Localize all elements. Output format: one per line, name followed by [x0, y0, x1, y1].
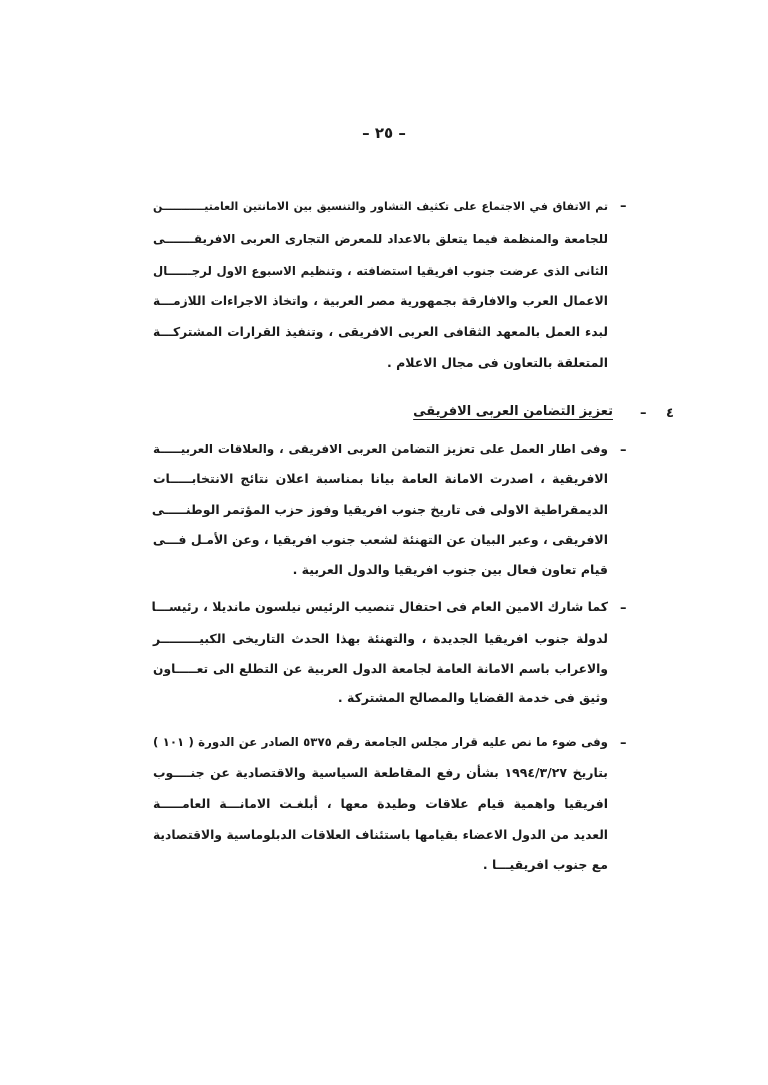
paragraph-3-line-1: كما شارك الامين العام فى احتفال تنصيب الرئيس نيلسون مانديلا ، رئيســـا [151, 599, 608, 614]
section-4-title: تعزيز التضامن العربى الافريقى [413, 404, 613, 419]
paragraph-4-line-1: وفى ضوء ما نص عليه قرار مجلس الجامعة رقم ٥٣٧٥ الصادر عن الدورة ( ١٠١ ) [153, 735, 608, 749]
paragraph-3-bullet: – [620, 601, 627, 616]
paragraph-2-line-3: الديمقراطية الاولى فى تاريخ جنوب افريقيا وفوز حزب المؤتمر الوطنـــــى [151, 502, 608, 517]
paragraph-2-line-4: الافريقى ، وعبر البيان عن التهنئة لشعب جنوب افريقيا ، وعن الأمـل فـــى [152, 532, 608, 547]
section-4-dash: – [640, 406, 647, 421]
paragraph-2-line-5: قيام تعاون فعال بين جنوب افريقيا والدول العربية . [292, 562, 608, 577]
paragraph-4-line-3: افريقيا واهمية قيام علاقات وطيدة معها ، أبلغـت الامانـــة العامـــــة [153, 796, 608, 811]
paragraph-2-line-1: وفى اطار العمل على تعزيز التضامن العربى الافريقى ، والعلاقات العربيـــــة [153, 442, 608, 456]
paragraph-1-line-4: الاعمال العرب والافارقة بجمهورية مصر العربية ، واتخاذ الاجراءات اللازمـــة [153, 294, 608, 308]
paragraph-4-line-4: العديد من الدول الاعضاء بقيامها باستئناف العلاقات الدبلوماسية والاقتصادية [153, 828, 608, 842]
paragraph-1-line-3: الثانى الذى عرضت جنوب افريقيا استضافته ، وتنظيم الاسبوع الاول لرجــــــال [153, 264, 608, 278]
paragraph-4-line-2: بتاريخ ١٩٩٤/٣/٢٧ بشأن رفع المقاطعة السياسية والاقتصادية عن جنــــوب [153, 765, 608, 780]
paragraph-2-bullet: – [620, 443, 627, 458]
paragraph-4-bullet: – [620, 736, 627, 751]
page-number: – ٢٥ – [362, 124, 406, 142]
paragraph-2-line-2: الافريقية ، اصدرت الامانة العامة بيانا بمناسبة اعلان نتائج الانتخابـــــات [153, 471, 608, 486]
paragraph-4-line-5: مع جنوب افريقيـــا . [482, 857, 608, 872]
paragraph-3-line-2: لدولة جنوب افريقيا الجديدة ، والتهنئة بهذا الحدث التاريخى الكبيـــــــــر [153, 631, 608, 646]
paragraph-1-line-6: المتعلقة بالتعاون فى مجال الاعلام . [387, 355, 608, 370]
paragraph-3-line-4: وثيق فى خدمة القضايا والمصالح المشتركة . [337, 690, 608, 705]
paragraph-1-line-5: لبدء العمل بالمعهد الثقافى العربى الافريقى ، وتنفيذ القرارات المشتركـــة [153, 325, 608, 339]
paragraph-1-bullet: – [620, 199, 627, 214]
paragraph-1-line-2: للجامعة والمنظمة فيما يتعلق بالاعداد للمعرض التجارى العربى الافريقـــــــى [153, 232, 608, 246]
paragraph-3-line-3: والاعراب باسم الامانة العامة لجامعة الدول العربية عن التطلع الى تعـــــاون [153, 662, 608, 676]
section-4-number: ٤ [666, 406, 674, 421]
paragraph-1-line-1: تم الاتفاق في الاجتماع على تكثيف التشاور والتنسيق بين الامانتين العامتيـــــــــــن [153, 200, 608, 213]
